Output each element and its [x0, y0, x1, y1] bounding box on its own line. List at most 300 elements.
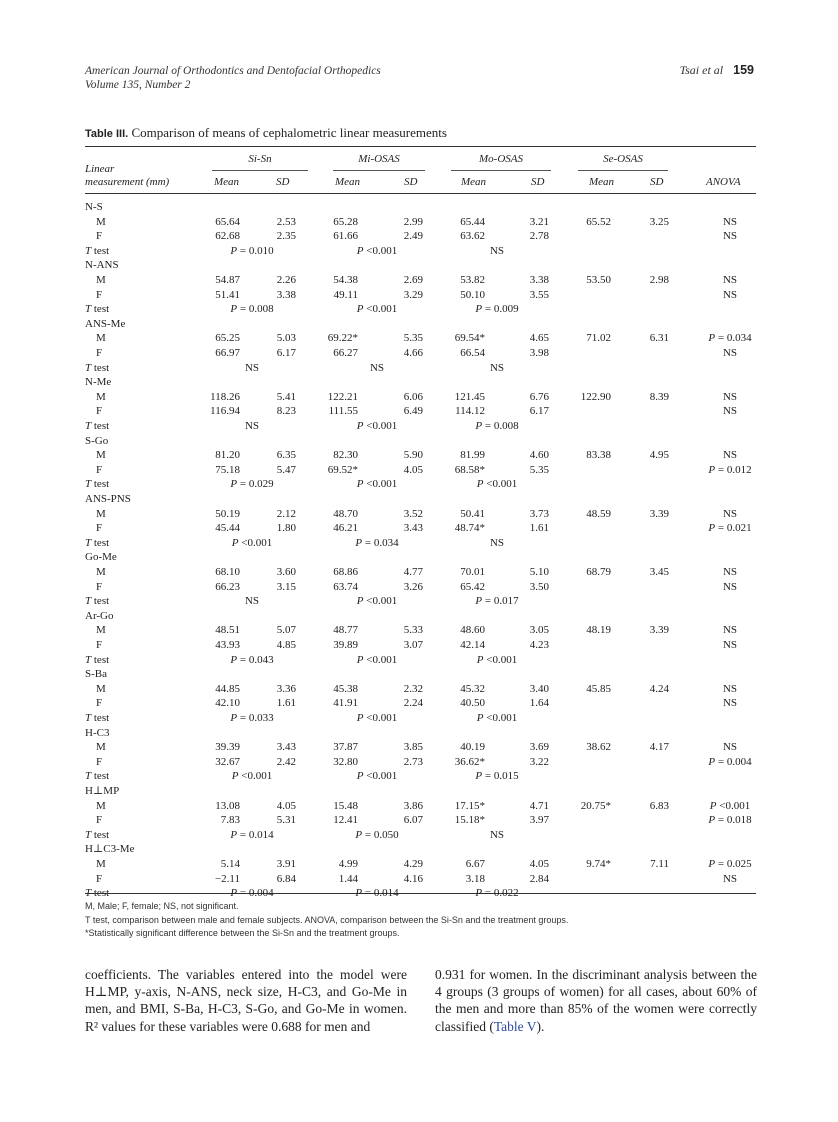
table-cell: 51.41: [215, 288, 240, 301]
table-cell: 32.80: [333, 755, 358, 768]
ttest-result: P = 0.022: [475, 887, 519, 900]
ttest-result: P <0.001: [356, 770, 398, 783]
table-cell: 122.90: [580, 390, 611, 403]
table-cell: 6.84: [276, 872, 296, 885]
ttest-result: P = 0.033: [230, 712, 274, 724]
table-cell: 20.75*: [580, 799, 611, 812]
measurement-name: S-Go: [85, 434, 109, 447]
table-cell: 48.51: [215, 624, 240, 637]
table-cell: 3.36: [276, 682, 296, 695]
table-cell: 13.08: [215, 799, 240, 812]
table-cell: 116.94: [210, 405, 240, 418]
table-cell: 2.24: [403, 697, 423, 710]
measurement-name: N-ANS: [85, 259, 119, 272]
sex-label: F: [96, 580, 103, 593]
table-cell: 53.50: [586, 274, 611, 286]
table-cell: 36.62*: [454, 755, 485, 768]
table-cell: 45.85: [586, 682, 611, 695]
table-cell: 5.14: [220, 858, 240, 870]
table-cell: 3.22: [529, 755, 549, 768]
table-cell: 83.38: [586, 449, 611, 462]
sex-label: M: [96, 390, 106, 403]
table-cell: 4.24: [649, 682, 669, 695]
table-cell: 69.22*: [327, 332, 358, 345]
table-cell: 4.16: [403, 872, 423, 885]
ttest-label: T test: [85, 595, 110, 608]
table-cell: 5.07: [276, 624, 296, 637]
table-cell: 4.95: [649, 449, 669, 462]
table-cell: 63.62: [460, 230, 485, 243]
table-cell: 1.80: [276, 522, 296, 535]
group-header-mi-osas: Mi-OSAS: [358, 153, 400, 165]
table-cell: 48.74*: [454, 522, 485, 535]
table-title: [85, 125, 447, 141]
table-cell: 5.33: [403, 624, 423, 637]
table-cell: 6.06: [403, 390, 423, 403]
table-cell: 6.07: [403, 814, 423, 827]
table-cell: 3.25: [649, 215, 669, 228]
anova-cell: NS: [722, 230, 738, 243]
measurement-row: [0, 492, 838, 506]
sex-label: F: [96, 697, 103, 710]
table-row: [0, 799, 838, 813]
table-row: [0, 638, 838, 652]
table-cell: 2.12: [276, 507, 296, 520]
table-row: [0, 404, 838, 418]
col-mean-mo-osas: Mean: [461, 176, 487, 188]
table-row: [0, 857, 838, 871]
table-cell: 6.17: [529, 405, 549, 418]
measurement-row: [0, 550, 838, 564]
table-cell: 48.59: [586, 507, 611, 520]
table-cell: 3.40: [529, 682, 549, 695]
ttest-result: P = 0.043: [230, 653, 274, 666]
sex-label: M: [96, 566, 106, 578]
ttest-result: P <0.001: [356, 420, 398, 432]
ttest-result: P <0.001: [231, 536, 273, 549]
table-cell: 68.10: [215, 566, 240, 578]
ttest-row: [0, 769, 838, 783]
table-cell: 4.65: [529, 332, 549, 345]
col-mean-se-osas: Mean: [589, 176, 615, 188]
table-cell: 54.38: [333, 274, 358, 286]
running-header-page: [680, 63, 754, 78]
measurement-row: [0, 784, 838, 798]
ttest-result: P = 0.050: [355, 828, 399, 841]
ttest-row: [0, 302, 838, 316]
table-cell: 5.03: [276, 332, 296, 345]
table-cell: 6.17: [276, 347, 296, 359]
table-row: [0, 623, 838, 637]
table-cell: 66.54: [460, 347, 485, 359]
anova-cell: NS: [722, 405, 738, 418]
table-cell: 69.54*: [454, 332, 485, 345]
anova-cell: NS: [722, 566, 738, 578]
measurement-row: [0, 609, 838, 623]
col-sd-se-osas: SD: [650, 176, 664, 188]
table-cell: 3.45: [649, 566, 669, 578]
table-cell: 62.68: [215, 230, 240, 243]
table-cell: 2.78: [529, 230, 549, 243]
table-cell: 5.47: [276, 463, 296, 476]
ttest-result: P <0.001: [356, 244, 398, 257]
table-cell: 3.38: [276, 288, 296, 301]
table-cell: 3.85: [403, 741, 423, 754]
table-row: [0, 346, 838, 360]
col-anova: ANOVA: [706, 176, 741, 188]
table-row: [0, 463, 838, 477]
table-cell: 121.45: [454, 390, 485, 403]
ttest-result: P <0.001: [356, 303, 398, 316]
table-cell: 4.85: [276, 639, 296, 651]
table-cell: 114.12: [455, 405, 485, 418]
table-row: [0, 565, 838, 579]
ttest-row: [0, 711, 838, 725]
table-cell: 3.43: [403, 522, 423, 535]
table-cell: 2.42: [276, 755, 296, 768]
ttest-label: T test: [85, 244, 110, 257]
table-cell: 2.99: [403, 215, 423, 228]
measurement-name: Go-Me: [85, 551, 117, 564]
journal-name: American Journal of Orthodontics and Dentofacial Orthopedics: [85, 65, 381, 77]
table-cell: 5.31: [276, 814, 296, 827]
ttest-result: P = 0.014: [355, 887, 399, 900]
ttest-result: P = 0.008: [475, 420, 519, 432]
ttest-result: P <0.001: [476, 653, 518, 666]
measurement-name: ANS-PNS: [85, 493, 131, 505]
ttest-result: P <0.001: [476, 712, 518, 724]
sex-label: M: [96, 332, 106, 345]
measurement-name: H-C3: [85, 726, 110, 739]
table-cell: 4.60: [529, 449, 549, 462]
table-cell: 3.39: [649, 507, 669, 520]
anova-cell: NS: [722, 682, 738, 695]
table-cell: 9.74*: [586, 858, 611, 870]
anova-cell: NS: [722, 390, 738, 403]
table-cell: 37.87: [333, 741, 358, 754]
sex-label: F: [96, 288, 103, 301]
ttest-label: T test: [85, 887, 110, 900]
table-cell: 4.23: [529, 639, 549, 651]
table-cell: 5.10: [529, 566, 549, 578]
anova-cell: P = 0.034: [708, 332, 752, 345]
sex-label: M: [96, 741, 106, 754]
table-cell: 3.60: [276, 566, 296, 578]
table-cell: 4.05: [276, 799, 296, 812]
table-cell: 4.29: [403, 858, 423, 870]
table-cell: 65.52: [586, 215, 611, 228]
ttest-result: NS: [489, 828, 505, 841]
measurement-row: [0, 842, 838, 856]
anova-cell: NS: [722, 449, 738, 462]
table-cell: 48.77: [333, 624, 358, 637]
table-cell: 68.58*: [454, 463, 485, 476]
table-header-rule: [85, 193, 756, 194]
table-cell: 5.35: [529, 463, 549, 476]
running-header-journal: [85, 64, 381, 92]
table-cell: 40.19: [460, 741, 485, 754]
ttest-result: NS: [244, 361, 260, 374]
sex-label: F: [96, 347, 103, 359]
anova-cell: NS: [722, 507, 738, 520]
table-cell: 48.70: [333, 507, 358, 520]
table-cell: 111.55: [328, 405, 358, 418]
table-cell: 2.26: [276, 274, 296, 286]
sex-label: M: [96, 215, 106, 228]
table-cell: 2.53: [276, 215, 296, 228]
ttest-row: [0, 828, 838, 842]
col-mean-si-sn: Mean: [214, 176, 240, 188]
sex-label: M: [96, 682, 106, 695]
table-cell: 42.10: [215, 697, 240, 710]
sex-label: F: [96, 230, 103, 243]
table-cell: 63.74: [333, 580, 358, 593]
table-cell: 68.86: [333, 566, 358, 578]
measurement-name: H⊥C3-Me: [85, 843, 135, 856]
ttest-result: P = 0.004: [230, 887, 274, 900]
table-cell: 38.62: [586, 741, 611, 754]
table-cell: 65.42: [460, 580, 485, 593]
table-footnotes: [85, 900, 568, 941]
table-cell: 2.84: [529, 872, 549, 885]
table-cell: 46.21: [333, 522, 358, 535]
table-cell: 3.26: [403, 580, 423, 593]
ttest-label: T test: [85, 828, 110, 841]
table-cell: 118.26: [210, 390, 240, 403]
table-v-link[interactable]: Table V: [493, 1018, 537, 1034]
table-row: [0, 755, 838, 769]
ttest-result: P = 0.017: [475, 595, 519, 608]
table-cell: 71.02: [586, 332, 611, 345]
anova-cell: NS: [722, 624, 738, 637]
table-cell: 3.97: [529, 814, 549, 827]
group-header-mo-osas: Mo-OSAS: [479, 153, 523, 165]
table-cell: 4.05: [403, 463, 423, 476]
table-cell: 3.18: [465, 872, 485, 885]
table-cell: 3.38: [529, 274, 549, 286]
table-cell: 68.79: [586, 566, 611, 578]
sex-label: M: [96, 449, 106, 462]
ttest-result: NS: [489, 244, 505, 257]
table-cell: 45.44: [215, 522, 240, 535]
table-row: [0, 229, 838, 243]
table-cell: 3.15: [276, 580, 296, 593]
measurement-name: ANS-Me: [85, 317, 126, 330]
table-row: [0, 580, 838, 594]
table-cell: 81.99: [460, 449, 485, 462]
table-cell: 6.49: [403, 405, 423, 418]
table-cell: 5.90: [403, 449, 423, 462]
ttest-result: P <0.001: [476, 478, 518, 491]
measurement-row: [0, 375, 838, 389]
table-cell: 70.01: [460, 566, 485, 578]
table-cell: 7.11: [650, 858, 669, 870]
table-cell: 45.38: [333, 682, 358, 695]
sex-label: F: [96, 872, 103, 885]
anova-cell: NS: [722, 288, 738, 301]
ttest-result: NS: [244, 420, 260, 432]
table-cell: 65.28: [333, 215, 358, 228]
sex-label: F: [96, 755, 103, 768]
table-row: [0, 507, 838, 521]
group-rule-mo-osas: [451, 170, 551, 171]
ttest-result: P = 0.034: [355, 536, 399, 549]
ttest-result: P = 0.029: [230, 478, 274, 491]
table-top-rule: [85, 146, 756, 147]
anova-cell: NS: [722, 347, 738, 359]
table-cell: 66.23: [215, 580, 240, 593]
ttest-result: P <0.001: [356, 712, 398, 724]
ttest-row: [0, 886, 838, 900]
table-cell: 65.44: [460, 215, 485, 228]
table-cell: 3.07: [403, 639, 423, 651]
table-cell: 3.69: [529, 741, 549, 754]
sex-label: M: [96, 507, 106, 520]
table-cell: 3.86: [403, 799, 423, 812]
ttest-label: T test: [85, 420, 110, 432]
ttest-result: P = 0.015: [475, 770, 519, 783]
ttest-row: [0, 477, 838, 491]
table-cell: 45.32: [460, 682, 485, 695]
ttest-result: P = 0.014: [230, 828, 274, 841]
table-cell: 8.23: [276, 405, 296, 418]
table-cell: 4.77: [403, 566, 423, 578]
table-cell: 39.39: [215, 741, 240, 754]
table-row: [0, 813, 838, 827]
ttest-label: T test: [85, 361, 110, 374]
anova-cell: P = 0.004: [708, 755, 752, 768]
table-cell: 61.66: [333, 230, 358, 243]
col-sd-mo-osas: SD: [531, 176, 545, 188]
table-cell: 42.14: [460, 639, 485, 651]
ttest-row: [0, 244, 838, 258]
table-cell: 3.05: [529, 624, 549, 637]
sex-label: M: [96, 274, 106, 286]
table-cell: 1.44: [338, 872, 358, 885]
table-cell: 12.41: [333, 814, 358, 827]
group-rule-si-sn: [212, 170, 308, 171]
table-cell: 1.61: [529, 522, 549, 535]
ttest-result: P <0.001: [356, 653, 398, 666]
table-cell: 65.64: [215, 215, 240, 228]
table-cell: 40.50: [460, 697, 485, 710]
sex-label: F: [96, 814, 103, 827]
ttest-result: NS: [369, 361, 385, 374]
anova-cell: P <0.001: [709, 799, 751, 812]
sex-label: M: [96, 799, 106, 812]
table-row: [0, 215, 838, 229]
table-cell: 6.35: [276, 449, 296, 462]
ttest-result: NS: [244, 595, 260, 608]
ttest-result: P <0.001: [356, 478, 398, 491]
measurement-row: [0, 434, 838, 448]
table-cell: 3.43: [276, 741, 296, 754]
ttest-row: [0, 653, 838, 667]
table-cell: 6.83: [649, 799, 669, 812]
table-cell: 53.82: [460, 274, 485, 286]
table-row: [0, 696, 838, 710]
ttest-label: T test: [85, 478, 110, 491]
sex-label: F: [96, 405, 103, 418]
anova-cell: NS: [722, 872, 738, 885]
table-cell: 4.66: [403, 347, 423, 359]
table-cell: 49.11: [333, 288, 358, 301]
table-cell: 54.87: [215, 274, 240, 286]
anova-cell: NS: [722, 741, 738, 754]
col-sd-mi-osas: SD: [404, 176, 418, 188]
ttest-label: T test: [85, 770, 110, 783]
table-cell: 4.05: [529, 858, 549, 870]
journal-volume: Volume 135, Number 2: [85, 79, 191, 91]
table-cell: 43.93: [215, 639, 240, 651]
body-text-right-column: 0.931 for women. In the discriminant analysis between the 4 groups (3 groups of women) for all cases, about 60% of the men and more than 85% of the women were correctly classified (Table V).: [435, 967, 757, 1034]
ttest-label: T test: [85, 653, 110, 666]
sex-label: F: [96, 522, 103, 535]
table-cell: 50.41: [460, 507, 485, 520]
group-rule-se-osas: [578, 170, 668, 171]
column-header-measurement: Linear measurement (mm): [85, 163, 170, 188]
group-header-si-sn: Si-Sn: [248, 153, 272, 165]
table-cell: 4.17: [649, 741, 669, 754]
measurement-row: [0, 667, 838, 681]
ttest-label: T test: [85, 303, 110, 316]
sex-label: F: [96, 463, 103, 476]
anova-cell: NS: [722, 580, 738, 593]
table-cell: 66.97: [215, 347, 240, 359]
table-cell: 2.49: [403, 230, 423, 243]
table-cell: 122.21: [327, 390, 358, 403]
ttest-label: T test: [85, 536, 110, 549]
table-cell: 5.35: [403, 332, 423, 345]
ttest-row: [0, 536, 838, 550]
table-cell: 3.91: [276, 858, 296, 870]
anova-cell: P = 0.012: [708, 463, 752, 476]
table-cell: 3.50: [529, 580, 549, 593]
measurement-row: [0, 317, 838, 331]
table-cell: 82.30: [333, 449, 358, 462]
measurement-name: N-Me: [85, 376, 112, 389]
anova-cell: NS: [722, 639, 738, 651]
table-cell: 2.35: [276, 230, 296, 243]
table-cell: 65.25: [215, 332, 240, 345]
col-sd-si-sn: SD: [276, 176, 290, 188]
table-cell: 2.73: [403, 755, 423, 768]
table-row: [0, 682, 838, 696]
ttest-result: P = 0.009: [475, 303, 519, 316]
table-row: [0, 390, 838, 404]
table-cell: 39.89: [333, 639, 358, 651]
page-number: 159: [733, 63, 754, 77]
anova-cell: NS: [722, 274, 738, 286]
table-cell: 17.15*: [454, 799, 485, 812]
anova-cell: NS: [722, 697, 738, 710]
body-text-left-column: coefficients. The variables entered into the model were H⊥MP, y-axis, N-ANS, neck size, H-C3, and Go-Me in men, and BMI, S-Ba, H-C3, S-Go, and Go-Me in women. R² values for these variables were 0.688 for men and: [85, 967, 407, 1034]
table-label: Table III.: [85, 128, 129, 140]
ttest-row: [0, 361, 838, 375]
anova-cell: P = 0.025: [708, 858, 752, 870]
table-cell: 75.18: [215, 463, 240, 476]
group-header-se-osas: Se-OSAS: [603, 153, 643, 165]
table-cell: 2.98: [649, 274, 669, 286]
anova-cell: P = 0.018: [708, 814, 752, 827]
table-cell: 6.76: [529, 390, 549, 403]
table-cell: 5.41: [276, 390, 296, 403]
ttest-result: NS: [489, 361, 505, 374]
ttest-result: NS: [489, 536, 505, 549]
measurement-name: H⊥MP: [85, 785, 120, 797]
table-cell: 41.91: [333, 697, 358, 710]
header-authors: Tsai et al: [679, 63, 724, 77]
